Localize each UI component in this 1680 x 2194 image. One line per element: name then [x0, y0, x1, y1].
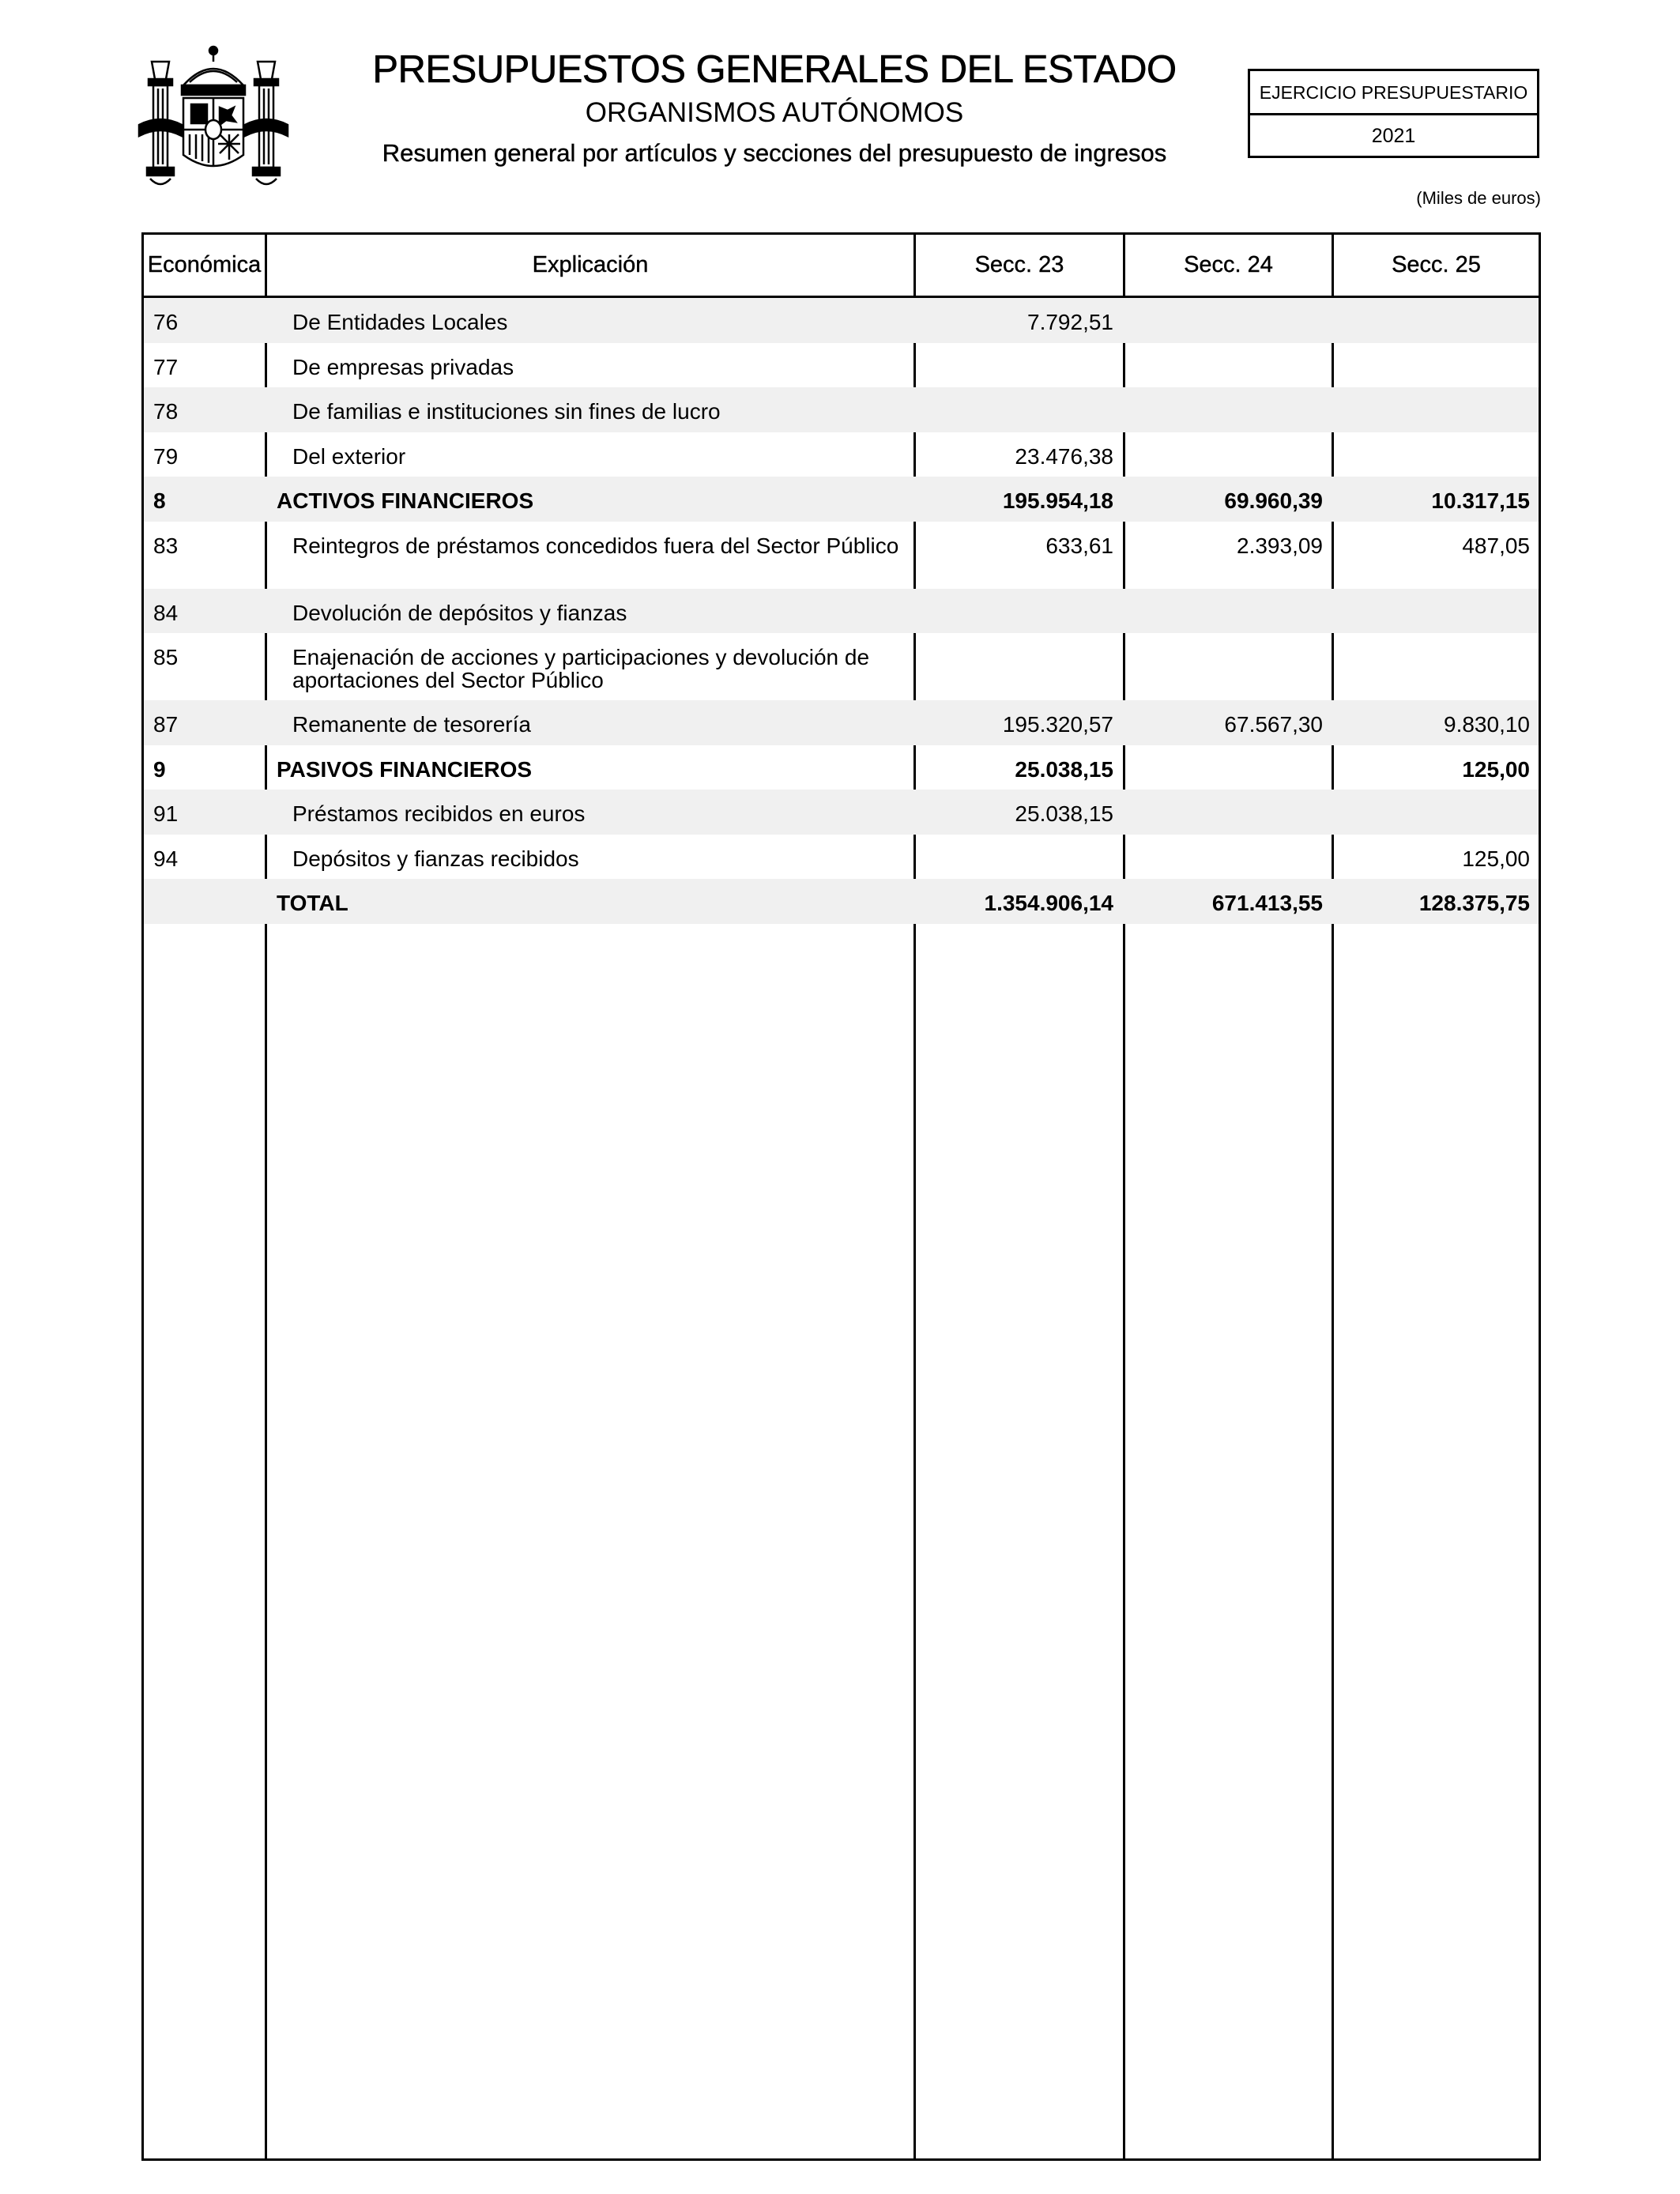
row-secc-25	[1334, 387, 1530, 432]
row-secc-25	[1334, 790, 1530, 835]
header-titles	[300, 46, 1249, 171]
row-secc-23: 7.792,51	[1027, 310, 1113, 334]
row-code: 9	[153, 756, 166, 782]
row-code	[153, 879, 264, 924]
row-description: PASIVOS FINANCIEROS	[277, 756, 533, 782]
row-secc-25: 125,00	[1462, 756, 1530, 782]
table-row	[144, 522, 1539, 589]
table-row	[144, 589, 1539, 634]
column-header: Secc. 23	[974, 252, 1064, 277]
table-row	[144, 790, 1539, 835]
table-row	[144, 700, 1539, 745]
table-body	[144, 298, 1539, 924]
row-secc-25	[1334, 298, 1530, 343]
row-description: Reintegros de préstamos concedidos fuera del Sector Público	[292, 533, 899, 558]
row-secc-24: 67.567,30	[1224, 712, 1323, 737]
page-title: PRESUPUESTOS GENERALES DEL ESTADO	[372, 48, 1177, 91]
row-secc-23: 633,61	[1045, 533, 1113, 558]
row-secc-24	[1125, 835, 1323, 880]
row-secc-25: 10.317,15	[1431, 488, 1530, 513]
page-description: Resumen general por artículos y secciones del presupuesto de ingresos	[382, 139, 1167, 167]
row-secc-24: 2.393,09	[1237, 533, 1323, 558]
table-row	[144, 477, 1539, 522]
row-secc-23	[916, 633, 1113, 700]
table-row	[144, 633, 1539, 700]
row-secc-24	[1125, 633, 1323, 700]
row-secc-23	[916, 589, 1113, 634]
row-secc-24	[1125, 745, 1323, 790]
row-description: Del exterior	[292, 443, 406, 469]
column-header: Económica	[147, 252, 262, 277]
row-secc-23: 25.038,15	[1015, 801, 1113, 826]
row-secc-23: 25.038,15	[1015, 756, 1113, 782]
row-secc-24	[1125, 790, 1323, 835]
row-secc-25: 128.375,75	[1418, 891, 1530, 915]
row-description: De Entidades Locales	[292, 310, 508, 334]
row-description: De empresas privadas	[292, 354, 514, 379]
column-header: Secc. 25	[1392, 252, 1481, 277]
budget-table	[141, 232, 1541, 2161]
row-secc-25: 9.830,10	[1444, 712, 1530, 737]
table-row	[144, 879, 1539, 924]
row-secc-24	[1125, 298, 1323, 343]
units-note: (Miles de euros)	[1416, 188, 1541, 208]
coat-of-arms-icon	[134, 36, 292, 194]
row-description: Remanente de tesorería	[292, 712, 531, 737]
row-code: 76	[153, 310, 179, 334]
row-secc-25: 125,00	[1462, 846, 1530, 871]
row-secc-23	[916, 835, 1113, 880]
row-secc-24	[1125, 387, 1323, 432]
row-code: 85	[153, 645, 179, 669]
exercise-label: EJERCICIO PRESUPUESTARIO	[1250, 71, 1537, 115]
row-code: 77	[153, 354, 179, 379]
table-row	[144, 343, 1539, 388]
row-secc-24	[1125, 343, 1323, 388]
row-code: 84	[153, 600, 179, 625]
row-secc-24: 69.960,39	[1224, 488, 1323, 513]
row-secc-24: 671.413,55	[1211, 891, 1323, 915]
row-description: TOTAL	[277, 891, 348, 915]
row-secc-23	[916, 343, 1113, 388]
table-row	[144, 298, 1539, 343]
table-row	[144, 745, 1539, 790]
row-code: 79	[153, 443, 179, 469]
row-description: Préstamos recibidos en euros	[292, 801, 586, 826]
row-code: 78	[153, 399, 179, 424]
row-secc-23	[916, 387, 1113, 432]
row-code: 83	[153, 533, 179, 558]
table-row	[144, 432, 1539, 477]
row-secc-23: 195.954,18	[1002, 488, 1113, 513]
row-description: Enajenación de acciones y participaciones y devolución de aportaciones del Sector Público	[292, 645, 870, 692]
row-secc-25	[1334, 343, 1530, 388]
column-header: Secc. 24	[1184, 252, 1273, 277]
row-description: Depósitos y fianzas recibidos	[292, 846, 579, 871]
row-secc-23: 195.320,57	[1002, 712, 1113, 737]
row-secc-25: 487,05	[1462, 533, 1530, 558]
page-subtitle: ORGANISMOS AUTÓNOMOS	[585, 97, 964, 128]
row-description: ACTIVOS FINANCIEROS	[277, 488, 534, 513]
row-secc-25	[1334, 432, 1530, 477]
exercise-box	[1248, 69, 1539, 158]
table-header	[144, 235, 1539, 298]
row-code: 91	[153, 801, 179, 826]
row-secc-23: 1.354.906,14	[984, 891, 1113, 915]
row-description: De familias e instituciones sin fines de lucro	[292, 399, 721, 424]
row-secc-25	[1334, 589, 1530, 634]
row-secc-24	[1125, 589, 1323, 634]
row-description: Devolución de depósitos y fianzas	[292, 600, 627, 625]
exercise-year: 2021	[1371, 125, 1416, 147]
row-code: 87	[153, 712, 179, 737]
row-secc-25	[1334, 633, 1530, 700]
row-secc-24	[1125, 432, 1323, 477]
table-row	[144, 387, 1539, 432]
row-code: 94	[153, 846, 179, 871]
row-secc-23: 23.476,38	[1015, 443, 1113, 469]
row-code: 8	[153, 488, 166, 513]
column-header: Explicación	[532, 252, 649, 277]
table-row	[144, 835, 1539, 880]
